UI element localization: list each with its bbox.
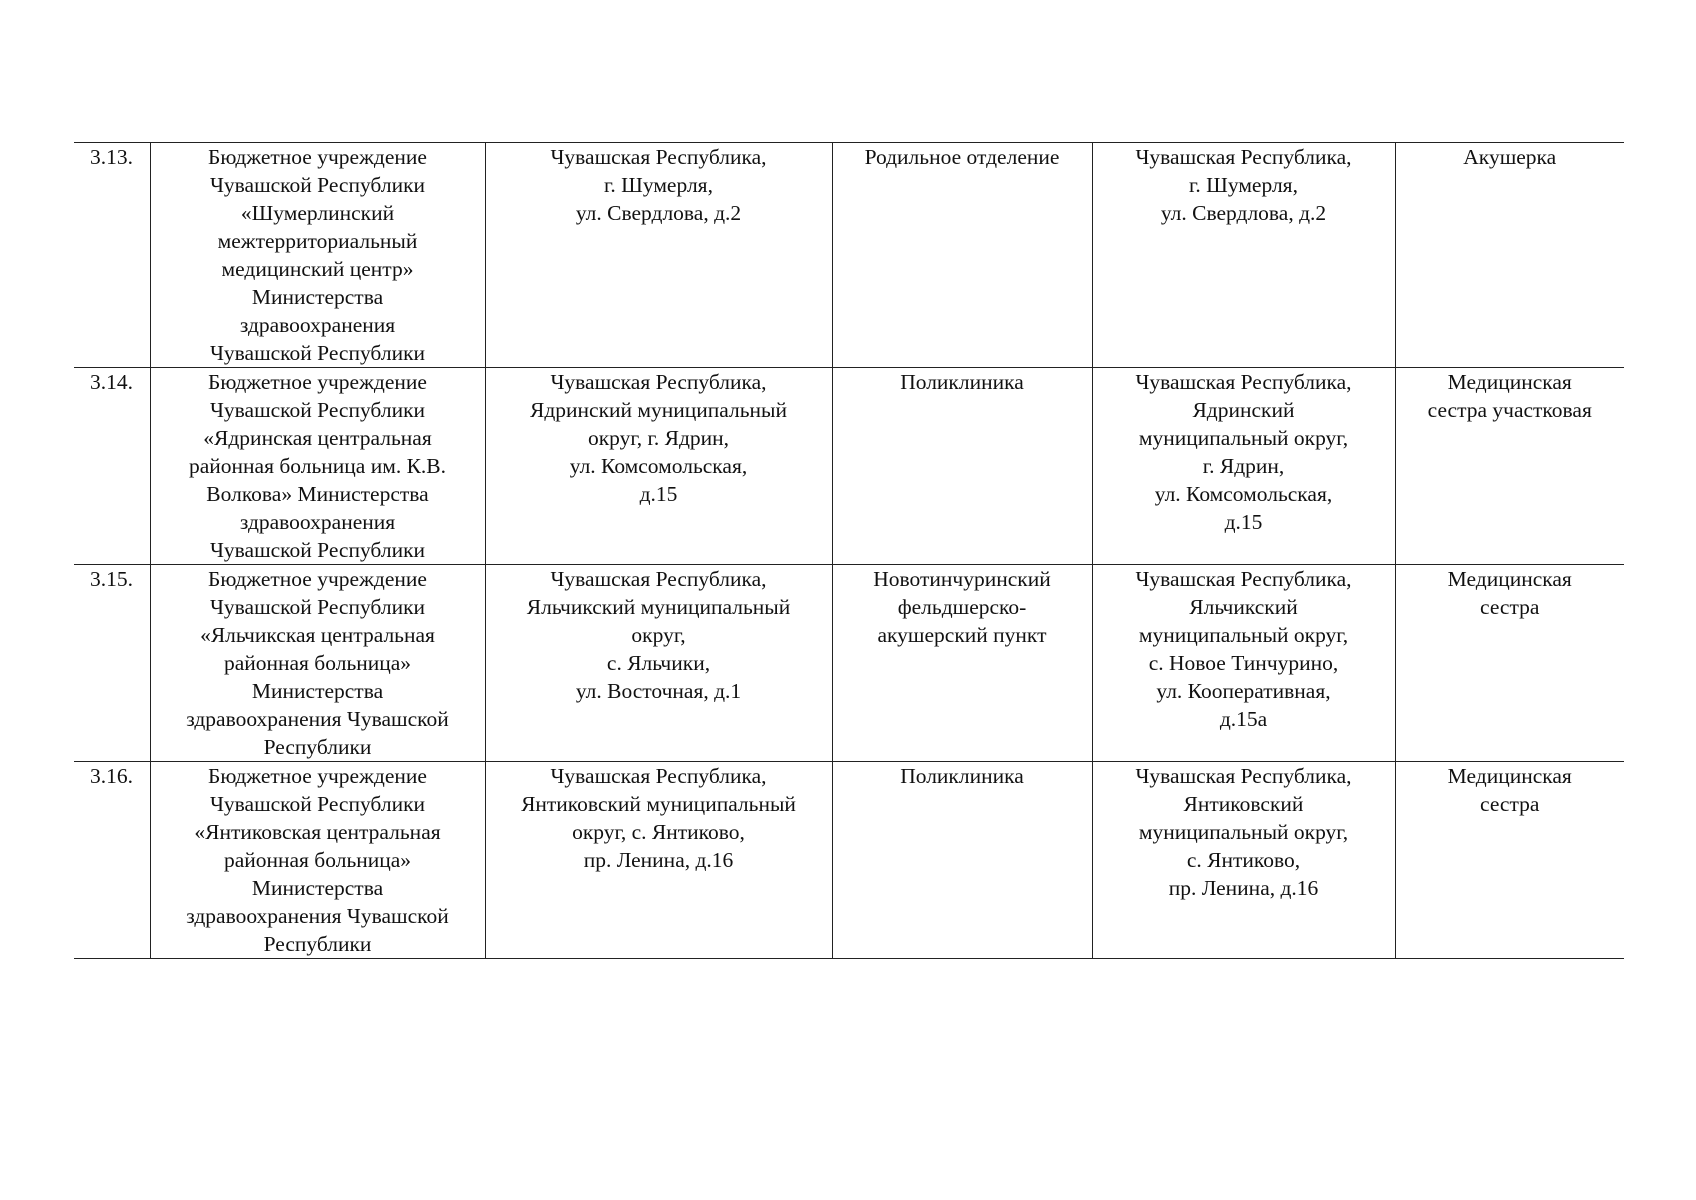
- table-row: [74, 565, 1624, 762]
- table-row: [74, 762, 1624, 959]
- position-name: Медицинская сестра: [1395, 762, 1624, 959]
- institutions-table: [74, 142, 1624, 959]
- institution-address: Чувашская Республика, Ядринский муниципальный округ, г. Ядрин, ул. Комсомольская, д.15: [485, 368, 832, 565]
- position-name: Акушерка: [1395, 143, 1624, 368]
- department-name: Поликлиника: [832, 368, 1092, 565]
- department-address: Чувашская Республика, г. Шумерля, ул. Свердлова, д.2: [1092, 143, 1395, 368]
- institution-address: Чувашская Республика, Яльчикский муниципальный округ, с. Яльчики, ул. Восточная, д.1: [485, 565, 832, 762]
- department-name: Новотинчуринский фельдшерско- акушерский пункт: [832, 565, 1092, 762]
- row-number: 3.16.: [74, 762, 150, 959]
- row-number: 3.14.: [74, 368, 150, 565]
- row-number: 3.13.: [74, 143, 150, 368]
- table-row: [74, 143, 1624, 368]
- department-name: Поликлиника: [832, 762, 1092, 959]
- department-name: Родильное отделение: [832, 143, 1092, 368]
- row-number: 3.15.: [74, 565, 150, 762]
- institution-address: Чувашская Республика, г. Шумерля, ул. Свердлова, д.2: [485, 143, 832, 368]
- position-name: Медицинская сестра участковая: [1395, 368, 1624, 565]
- table-row: [74, 368, 1624, 565]
- institution-name: Бюджетное учреждение Чувашской Республики «Янтиковская центральная районная больница» Министерства здравоохранения Чувашской Республики: [150, 762, 485, 959]
- department-address: Чувашская Республика, Яльчикский муниципальный округ, с. Новое Тинчурино, ул. Кооперативная, д.15а: [1092, 565, 1395, 762]
- institution-name: Бюджетное учреждение Чувашской Республики «Яльчикская центральная районная больница» Министерства здравоохранения Чувашской Республики: [150, 565, 485, 762]
- institution-name: Бюджетное учреждение Чувашской Республики «Ядринская центральная районная больница им. К.В. Волкова» Министерства здравоохранения Чувашской Республики: [150, 368, 485, 565]
- institution-name: Бюджетное учреждение Чувашской Республики «Шумерлинский межтерриториальный медицинский центр» Министерства здравоохранения Чувашской Республики: [150, 143, 485, 368]
- position-name: Медицинская сестра: [1395, 565, 1624, 762]
- institution-address: Чувашская Республика, Янтиковский муниципальный округ, с. Янтиково, пр. Ленина, д.16: [485, 762, 832, 959]
- department-address: Чувашская Республика, Янтиковский муниципальный округ, с. Янтиково, пр. Ленина, д.16: [1092, 762, 1395, 959]
- department-address: Чувашская Республика, Ядринский муниципальный округ, г. Ядрин, ул. Комсомольская, д.15: [1092, 368, 1395, 565]
